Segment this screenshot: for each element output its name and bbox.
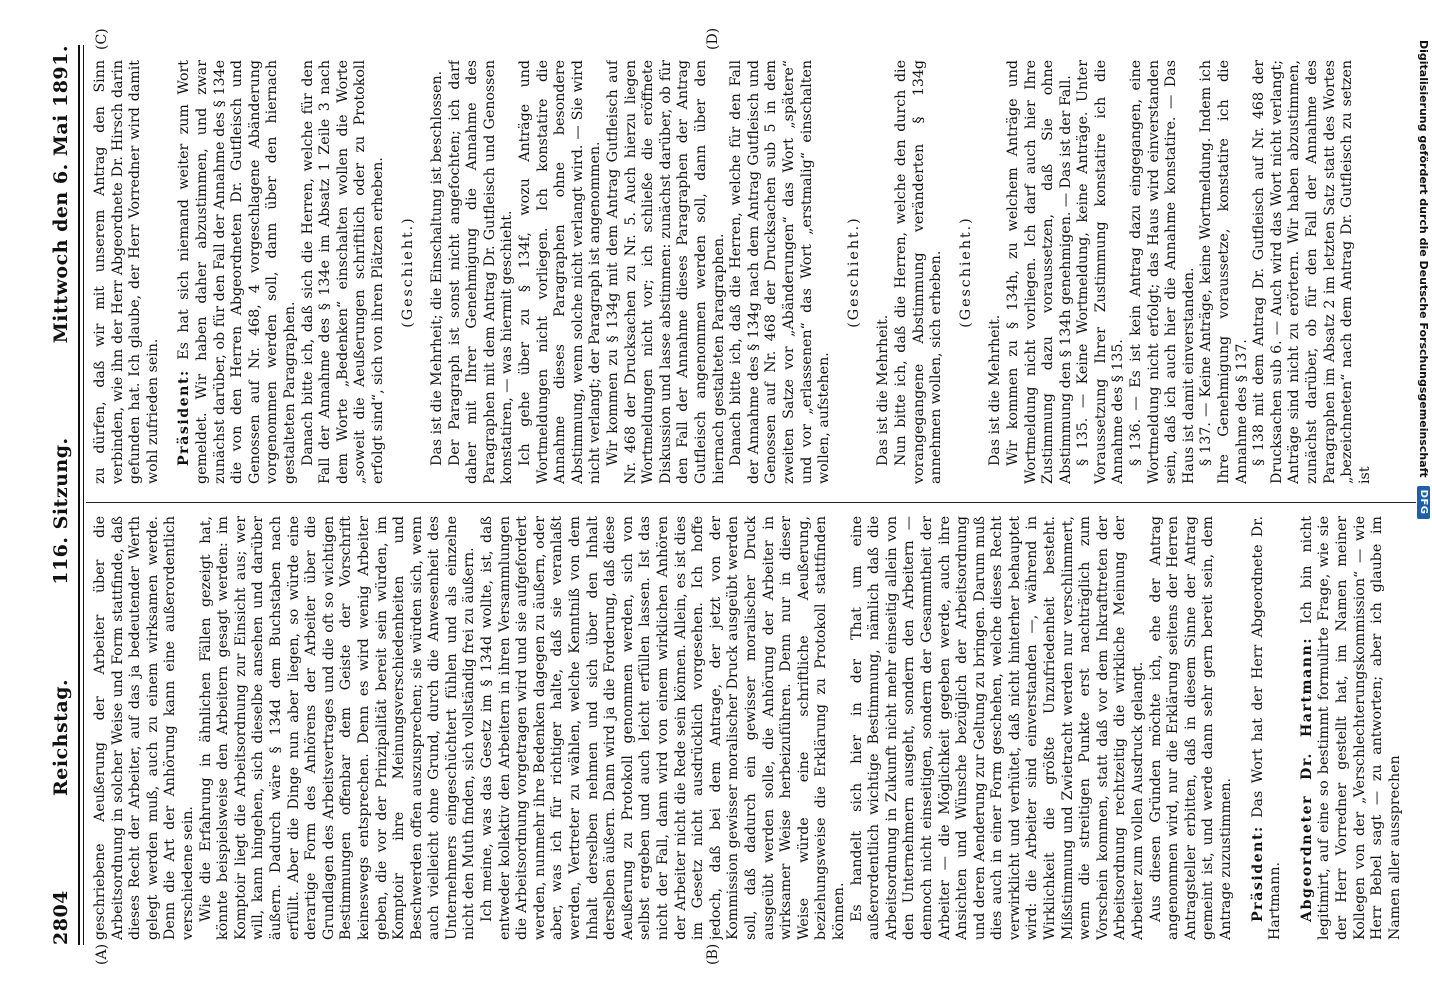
- paragraph: § 135. — Keine Wortmeldung, keine Anträge. Unter Voraussetzung Ihrer Zustimmung konstatire ich die Annahme des § 135.: [1075, 60, 1127, 484]
- stage-direction: (Geschieht.): [845, 216, 862, 328]
- margin-marker-d: (D): [705, 27, 721, 50]
- digitization-credit: [1415, 40, 1432, 960]
- paragraph: Wie die Erfahrung in ähnlichen Fällen gezeigt hat, könnte beispielsweise den Arbeitern gesagt werden: im Komptoir liegt die Arbeitsordnung zur Einsicht aus; wer will, kann hingehen, sich dieselbe ansehen und darüber äußern. Dadurch wäre § 134d dem Buchstaben nach erfüllt. Aber die Dinge nun aber liegen, so würde eine derartige Form des Anhörens der Arbeiter über die Grundlagen des Arbeitsvertrages und die oft so wichtigen Bestimmungen offenbar dem Geiste der Vorschrift keineswegs entsprechen. Denn es wird wenig Arbeiter geben, die vor der Prinzipalität bereit sein würden, im Komptoir ihre Meinungsverschiedenheiten und Beschwerden offen auszusprechen; sie würden sich, wenn auch vielleicht ohne Grund, durch die Anwesenheit des Unternehmers eingeschüchtert fühlen und als einzelne nicht den Muth finden, sich vollständig frei zu äußern.: [197, 516, 478, 940]
- right-column: [92, 60, 1412, 484]
- paragraph: Ich gehe über zu § 134f, wozu Anträge und Wortmeldungen nicht vorliegen. Ich konstatire die Annahme dieses Paragraphen ohne besondere Abstimmung, wenn solche nicht verlangt wird. — Sie wird nicht verlangt; der Paragraph ist angenommen.: [517, 60, 604, 484]
- paragraph: Wir kommen zu § 134h, zu welchem Anträge und Wortmeldung nicht vorliegen. Ich darf auch hier Ihre Zustimmung dazu voraussetzen, daß Sie ohne Abstimmung den § 134h genehmigen. — Das ist der Fall.: [1004, 60, 1074, 484]
- speaker-paragraph: [176, 60, 299, 484]
- credit-text-wrap: [1415, 40, 1432, 960]
- margin-marker-a: (A): [94, 943, 110, 965]
- margin-marker-c: (C): [94, 28, 110, 50]
- page-number: 2804: [50, 890, 72, 945]
- paragraph: § 137. — Keine Anträge, keine Wortmeldung. Indem ich Ihre Genehmigung voraussetze, konstatire ich die Annahme des § 137.: [1198, 60, 1250, 484]
- header-date: Mittwoch den 6. Mai 1891.: [50, 45, 72, 344]
- speaker-text: Das Wort hat der Herr Abgeordnete Dr. Hartmann.: [1249, 516, 1284, 940]
- paragraph: Danach bitte ich, daß die Herren, welche für den Fall der Annahme des § 134g nach dem Antrag Gutfleisch und Genossen auf Nr. 468 der Drucksachen sub 5 in dem zweiten Satze vor „Abänderungen“ das Wort „spätere“ und vor „erlassenen“ das Wort „erstmalig“ einschalten wollen, aufstehen.: [728, 60, 833, 484]
- speaker-label: Präsident:: [1249, 825, 1266, 922]
- speaker-paragraph: [1299, 516, 1405, 940]
- paragraph: § 138 mit dem Antrag Dr. Gutfleisch auf Nr. 468 der Drucksachen sub 6. — Auch wird das Wort nicht verlangt; Anträge sind nicht zu erörtern. Wir haben abzustimmen, zunächst darüber, ob für den Fall der Annahme des Paragraphen im Absatz 2 im letzten Satz statt des Wortes „bezeichneten“ nach dem Antrag Dr. Gutfleisch zu setzen ist: [1251, 60, 1373, 484]
- page-header: [50, 45, 74, 945]
- paragraph: zu dürfen, daß wir mit unserem Antrag den Sinn verbinden, wie ihn der Herr Abgeordnete Dr. Hirsch darin gefunden hat. Ich glaube, der Herr Vorredner wird damit wohl zufrieden sein.: [92, 60, 161, 484]
- speaker-paragraph: [1250, 516, 1285, 940]
- speaker-label: Abgeordneter Dr. Hartmann:: [1298, 636, 1315, 922]
- left-column: [92, 516, 1412, 940]
- paragraph: Das ist die Mehrheit.: [875, 314, 892, 466]
- paragraph: Das ist die Mehrheit.: [987, 314, 1004, 466]
- header-rule: [78, 45, 84, 945]
- paragraph: Danach bitte ich, daß sich die Herren, welche für den Fall der Annahme des § 134e im Absatz 1 Zeile 3 nach dem Worte „Bedenken“ einschalten wollen die Worte „soweit die Aeußerungen schriftlich oder zu Protokoll erfolgt sind“, sich von ihren Plätzen erheben.: [299, 60, 386, 484]
- paragraph: Ich meine, was das Gesetz im § 134d wollte, ist, daß entweder kollektiv den Arbeitern in ihren Versammlungen die Arbeitsordnung vorgetragen wird und sie aufgefordert werden, nunmehr ihre Bedenken dagegen zu äußern, oder aber, was ich für richtiger halte, daß sie veranlaßt werden, Vertreter zu wählen, welche Kenntniß von dem Inhalt derselben nehmen und sich über den Inhalt derselben äußern. Dann wird ja die Forderung, daß diese Aeußerung zu Protokoll genommen werden, sich von selbst ergeben und auch leicht erfüllen lassen. Ist das nicht der Fall, dann wird von einem wirklichen Anhören der Arbeiter nicht die Rede sein können. Allein, es ist dies im Gesetz nicht ausdrücklich vorgesehen. Ich hoffe jedoch, daß bei dem Antrage, der jetzt von der Kommission gewisser moralischer Druck ausgeübt werden soll, daß dadurch ein gewisser moralischer Druck ausgeübt werden solle, die Anhörung der Arbeiter in wirksamer Weise herbeizuführen. Denn nur in dieser Weise würde eine schriftliche Aeußerung, beziehungsweise die Erklärung zu Protokoll stattfinden können.: [479, 516, 847, 940]
- paragraph: Aus diesen Gründen möchte ich, ehe der Antrag angenommen wird, nur die Erklärung seitens der Herren Antragsteller erbitten, daß in diesem Sinne der Antrag gemeint ist, und werde dann sehr gern bereit sein, dem Antrage zuzustimmen.: [1147, 516, 1234, 940]
- speaker-text: Es hat sich niemand weiter zum Wort gemeldet. Wir haben daher abzustimmen, und zwar zunächst darüber, ob für den Fall der Annahme des § 134e die von den Herren Abgeordneten Dr. Gutfleisch und Genossen auf Nr. 468, 4 vorgeschlagene Abänderung vorgenommen werden soll, dann über den hiernach gestalteten Paragraphen.: [176, 60, 298, 484]
- header-session: 116. Sitzung.: [50, 437, 72, 585]
- paragraph: § 136. — Es ist kein Antrag dazu eingegangen, eine Wortmeldung nicht erfolgt; das Haus wird einverstanden sein, daß ich auch hier die Annahme konstatire. — Das Haus ist damit einverstanden.: [1128, 60, 1197, 484]
- dfg-logo-icon: DFG: [1418, 486, 1431, 519]
- margin-marker-b: (B): [705, 943, 721, 965]
- column-divider: [86, 502, 1416, 503]
- credit-text: Digitalisierung gefördert durch die Deutsche Forschungsgemeinschaft: [1417, 40, 1431, 478]
- paragraph: Wir kommen zu § 134g mit dem Antrag Gutfleisch auf Nr. 468 der Drucksachen zu Nr. 5. Auch hierzu liegen Wortmeldungen nicht vor; ich schließe die eröffnete Diskussion und lasse abstimmen: zunächst darüber, ob für den Fall der Annahme dieses Paragraphen der Antrag Gutfleisch angenommen werden soll, dann über den hiernach gestalteten Paragraphen.: [605, 60, 727, 484]
- stage-direction: (Geschieht.): [957, 216, 974, 328]
- header-institution: Reichstag.: [50, 678, 72, 797]
- paragraph: Nun bitte ich, daß die Herren, welche den durch die vorangegangene Abstimmung veränderten § 134g annehmen wollen, sich erheben.: [892, 60, 945, 484]
- speaker-text: Ich bin nicht legitimirt, auf eine so bestimmt formulirte Frage, wie sie der Herr Vorredner gestellt hat, im Namen meiner Kollegen von der „Verschlechterungskommission“ — wie Herr Bebel sagt — zu antworten; aber ich glaube im Namen aller aussprechen: [1298, 516, 1403, 940]
- stage-direction: (Geschieht.): [399, 216, 416, 328]
- paragraph: Es handelt sich hier in der That um eine außerordentlich wichtige Bestimmung, nämlich daß die Arbeitsordnung in Zukunft nicht mehr einseitig allein von den Unternehmern ausgeht, sondern den Arbeitern — dennoch nicht einseitigen, sondern der Gesammtheit der Arbeiter — die Möglichkeit gegeben werde, auch ihre Ansichten und Wünsche bezüglich der Arbeitsordnung und deren Aenderung zur Geltung zu bringen. Darum muß dies auch in einer Form geschehen, welche dieses Recht verwirklicht und verhütet, daß nicht hinterher behauptet wird: die Arbeiter sind einverstanden —, während in Wirklichkeit die größte Unzufriedenheit besteht. Mißstimmung und Zwietracht werden nur verschlimmert, wenn die streitigen Punkte erst nachträglich zum Vorschein kommen, statt daß vor dem Inkrafttreten der Arbeitsordnung rechtzeitig die wirkliche Meinung der Arbeiter zum vollen Ausdruck gelangt.: [848, 516, 1147, 940]
- speaker-label: Präsident:: [176, 369, 193, 466]
- paragraph: Der Paragraph ist sonst nicht angefochten; ich darf daher mit Ihrer Genehmigung die Annahme des Paragraphen mit dem Antrag Dr. Gutfleisch und Genossen konstatiren, — was hiermit geschieht.: [446, 60, 516, 484]
- paragraph: Das ist die Mehrheit; die Einschaltung ist beschlossen.: [429, 70, 446, 466]
- paragraph: geschriebene Aeußerung der Arbeiter über die Arbeitsordnung in solcher Weise und Form stattfinde, daß dieses Recht der Arbeiter, auf das ja bedeutender Werth gelegt werden muß, auch zu einem wirksamen werde. Denn die Art der Anhörung kann eine außerordentlich verschiedene sein.: [92, 516, 196, 940]
